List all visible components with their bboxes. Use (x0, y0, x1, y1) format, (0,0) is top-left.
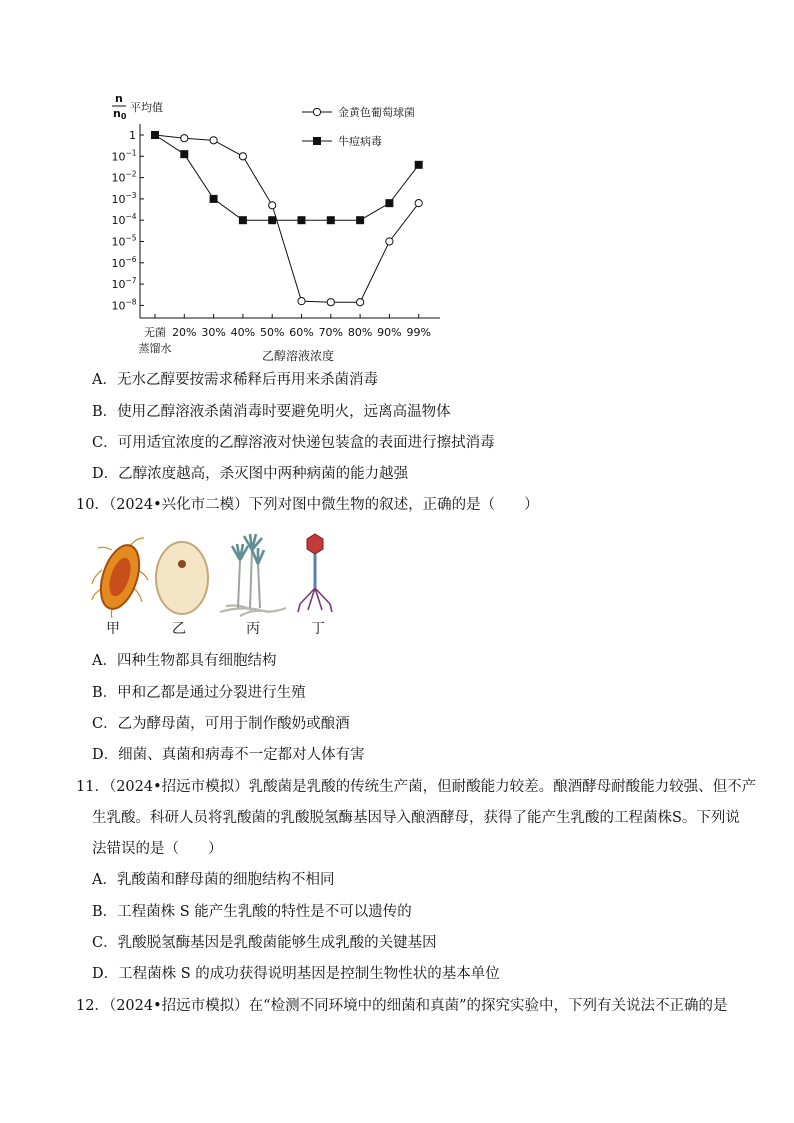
y-tick-label: $10^{-6}$ (111, 254, 137, 270)
legend-label-staph: 金黄色葡萄球菌 (338, 106, 415, 119)
x-axis-title: 乙醇溶液浓度 (261, 349, 335, 363)
ethanol-concentration-chart (100, 90, 460, 370)
series-line-0 (155, 135, 419, 302)
q10-option-c: C．乙为酵母菌，可用于制作酸奶或酿酒 (92, 716, 350, 732)
y-tick-label: $10^{-2}$ (111, 169, 137, 185)
bacterium-illustration (92, 538, 148, 618)
legend-marker-vaccinia (313, 137, 321, 145)
q12-stem: 12．（2024•招远市模拟）在“检测不同环境中的细菌和真菌”的探究实验中，下列有关说法不正确的是 (76, 998, 728, 1014)
y-tick-label: $10^{-4}$ (111, 212, 137, 228)
vaccinia-data-point (268, 216, 276, 224)
label-bing: 丙 (246, 621, 260, 637)
vaccinia-data-point (356, 216, 364, 224)
staph-data-point (298, 298, 305, 305)
x-tick-label: 99% (406, 326, 431, 339)
y-tick-label: $10^{-5}$ (111, 233, 137, 249)
y-tick-label: $10^{-7}$ (111, 276, 137, 292)
vaccinia-data-point (415, 161, 423, 169)
x-tick-label: 60% (289, 326, 314, 339)
q11-stem-line-2: 生乳酸。科研人员将乳酸菌的乳酸脱氢酶基因导入酿酒酵母，获得了能产生乳酸的工程菌株S。下列说 (92, 810, 740, 826)
y-tick-label: $10^{-3}$ (111, 190, 137, 206)
chart-legend (302, 105, 415, 148)
vaccinia-data-point (210, 195, 218, 203)
vaccinia-data-point (385, 199, 393, 207)
q10-option-b: B．甲和乙都是通过分裂进行生殖 (92, 685, 306, 701)
x-tick-label-line2: 蒸馏水 (138, 342, 172, 355)
staph-data-point (269, 202, 276, 209)
vaccinia-data-point (180, 150, 188, 158)
y-axis-label-denominator: n0 (113, 107, 127, 121)
x-tick-label: 80% (347, 326, 373, 339)
microbe-illustrations (90, 530, 350, 620)
staph-data-point (327, 299, 334, 306)
q10-option-d: D．细菌、真菌和病毒不一定都对人体有害 (92, 747, 365, 763)
q11-option-b: B．工程菌株 S 能产生乳酸的特性是不可以遗传的 (92, 904, 412, 920)
vaccinia-data-point (298, 216, 306, 224)
y-tick-label: 1 (129, 129, 136, 142)
vaccinia-data-point (239, 216, 247, 224)
q10-stem: 10．（2024•兴化市二模）下列对图中微生物的叙述，正确的是（ ） (76, 497, 539, 513)
staph-data-point (239, 153, 246, 160)
q11-option-c: C．乳酸脱氢酶基因是乳酸菌能够生成乳酸的关键基因 (92, 935, 437, 951)
q10-option-a: A．四种生物都具有细胞结构 (92, 653, 277, 669)
q9-option-c: C．可用适宜浓度的乙醇溶液对快递包装盒的表面进行擦拭消毒 (92, 435, 495, 451)
mold-illustration (220, 534, 286, 616)
staph-data-point (210, 137, 217, 144)
q11-option-a: A．乳酸菌和酵母菌的细胞结构不相同 (92, 872, 335, 888)
label-yi: 乙 (172, 621, 186, 637)
y-tick-label: $10^{-1}$ (111, 148, 137, 164)
q11-stem-line-1: 11．（2024•招远市模拟）乳酸菌是乳酸的传统生产菌，但耐酸能力较差。酿酒酵母耐酸能力较强、但不产 (76, 779, 757, 795)
y-tick-label: $10^{-8}$ (111, 297, 137, 313)
virus-illustration (298, 534, 332, 612)
legend-marker-staph (313, 108, 320, 115)
staph-data-point (357, 299, 364, 306)
q11-stem-line-3: 法错误的是（ ） (92, 841, 223, 857)
x-tick-label: 50% (259, 326, 285, 339)
vaccinia-data-point (151, 131, 159, 139)
label-ding: 丁 (311, 621, 325, 637)
q9-option-b: B．使用乙醇溶液杀菌消毒时要避免明火，远离高温物体 (92, 404, 451, 420)
legend-label-vaccinia: 牛痘病毒 (338, 135, 382, 148)
staph-data-point (181, 135, 188, 142)
x-tick-label: 30% (201, 326, 226, 339)
x-tick-label: 20% (172, 326, 197, 339)
y-axis-label-numerator: n (115, 92, 123, 105)
q9-option-d: D．乙醇浓度越高，杀灭图中两种病菌的能力越强 (92, 466, 409, 482)
x-tick-label: 90% (377, 326, 402, 339)
staph-data-point (415, 200, 422, 207)
x-tick-label: 40% (230, 326, 256, 339)
label-jia: 甲 (106, 621, 120, 637)
staph-data-point (386, 238, 393, 245)
vaccinia-data-point (327, 216, 335, 224)
x-tick-label: 无菌 (144, 326, 166, 339)
y-axis-label-suffix: 平均值 (130, 101, 163, 114)
yeast-illustration (156, 542, 208, 614)
q11-option-d: D．工程菌株 S 的成功获得说明基因是控制生物性状的基本单位 (92, 966, 500, 982)
q9-option-a: A．无水乙醇要按需求稀释后再用来杀菌消毒 (92, 372, 378, 388)
x-tick-label: 70% (318, 326, 344, 339)
